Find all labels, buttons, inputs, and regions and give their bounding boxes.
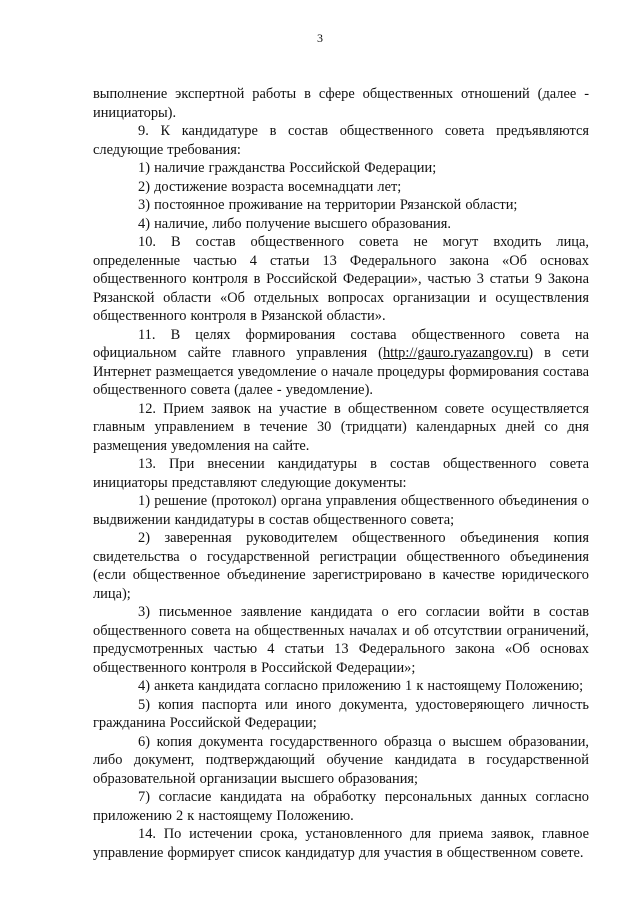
website-link[interactable]: http://gauro.ryazangov.ru (382, 345, 529, 361)
paragraph-13-item-5: 5) копия паспорта или иного документа, удостоверяющего личность гражданина Российской Федерации; (93, 696, 589, 731)
paragraph-11-text-after: ) в сети Интернет размещается уведомление о начале процедуры формирования состава общественного совета (далее - уведомление). (93, 345, 589, 398)
paragraph-9-item-1: 1) наличие гражданства Российской Федерации; (138, 160, 437, 176)
paragraph-13-item-1: 1) решение (протокол) органа управления общественного объединения о выдвижении кандидатуры в состав общественного совета; (93, 493, 589, 528)
paragraph-9: 9. К кандидатуре в состав общественного совета предъявляются следующие требования: (93, 123, 589, 158)
paragraph-13-item-7: 7) согласие кандидата на обработку персональных данных согласно приложению 2 к настоящему Положению. (93, 789, 589, 824)
paragraph-13: 13. При внесении кандидатуры в состав общественного совета инициаторы представляют следующие документы: (93, 456, 589, 491)
paragraph-9-item-3: 3) постоянное проживание на территории Рязанской области; (138, 197, 518, 213)
paragraph-11 (93, 326, 589, 400)
paragraph-10: 10. В состав общественного совета не могут входить лица, определенные частью 4 статьи 13 Федерального закона «Об основах общественного контроля в Российской Федерации», частью 3 статьи 9 Закона Рязанской области «Об отдельных вопросах организации и осуществления общественного контроля в Рязанской области». (93, 234, 589, 324)
paragraph-9-item-4: 4) наличие, либо получение высшего образования. (138, 215, 451, 232)
paragraph-13-item-2: 2) заверенная руководителем общественного объединения копия свидетельства о государственной регистрации общественного объединения (если общественное объединение зарегистрировано в качестве юридического лица); (93, 530, 589, 602)
paragraph-13-item-6: 6) копия документа государственного образца о высшем образовании, либо документ, подтверждающий обучение кандидата в государственной образовательной организации высшего образования; (93, 733, 589, 787)
paragraph-14: 14. По истечении срока, установленного для приема заявок, главное управление формирует список кандидатур для участия в общественном совете. (93, 826, 589, 861)
page-number: 3 (317, 31, 323, 45)
paragraph-11-text-before: 11. В целях формирования состава общественного совета на официальном сайте главного управления ( (93, 326, 589, 361)
page-body (93, 85, 589, 862)
paragraph-13-item-4: 4) анкета кандидата согласно приложению 1 к настоящему Положению; (138, 678, 584, 694)
paragraph-13-item-3: 3) письменное заявление кандидата о его согласии войти в состав общественного совета на общественных началах и об отсутствии ограничений, предусмотренных частью 4 статьи 13 Федерального закона «Об основах общественного контроля в Российской Федерации»; (93, 604, 589, 676)
paragraph-continuation: выполнение экспертной работы в сфере общественных отношений (далее - инициаторы). (93, 86, 589, 121)
paragraph-9-item-2: 2) достижение возраста восемнадцати лет; (138, 178, 402, 195)
paragraph-12: 12. Прием заявок на участие в общественном совете осуществляется главным управлением в течение 30 (тридцати) календарных дней со дня размещения уведомления на сайте. (93, 400, 589, 454)
